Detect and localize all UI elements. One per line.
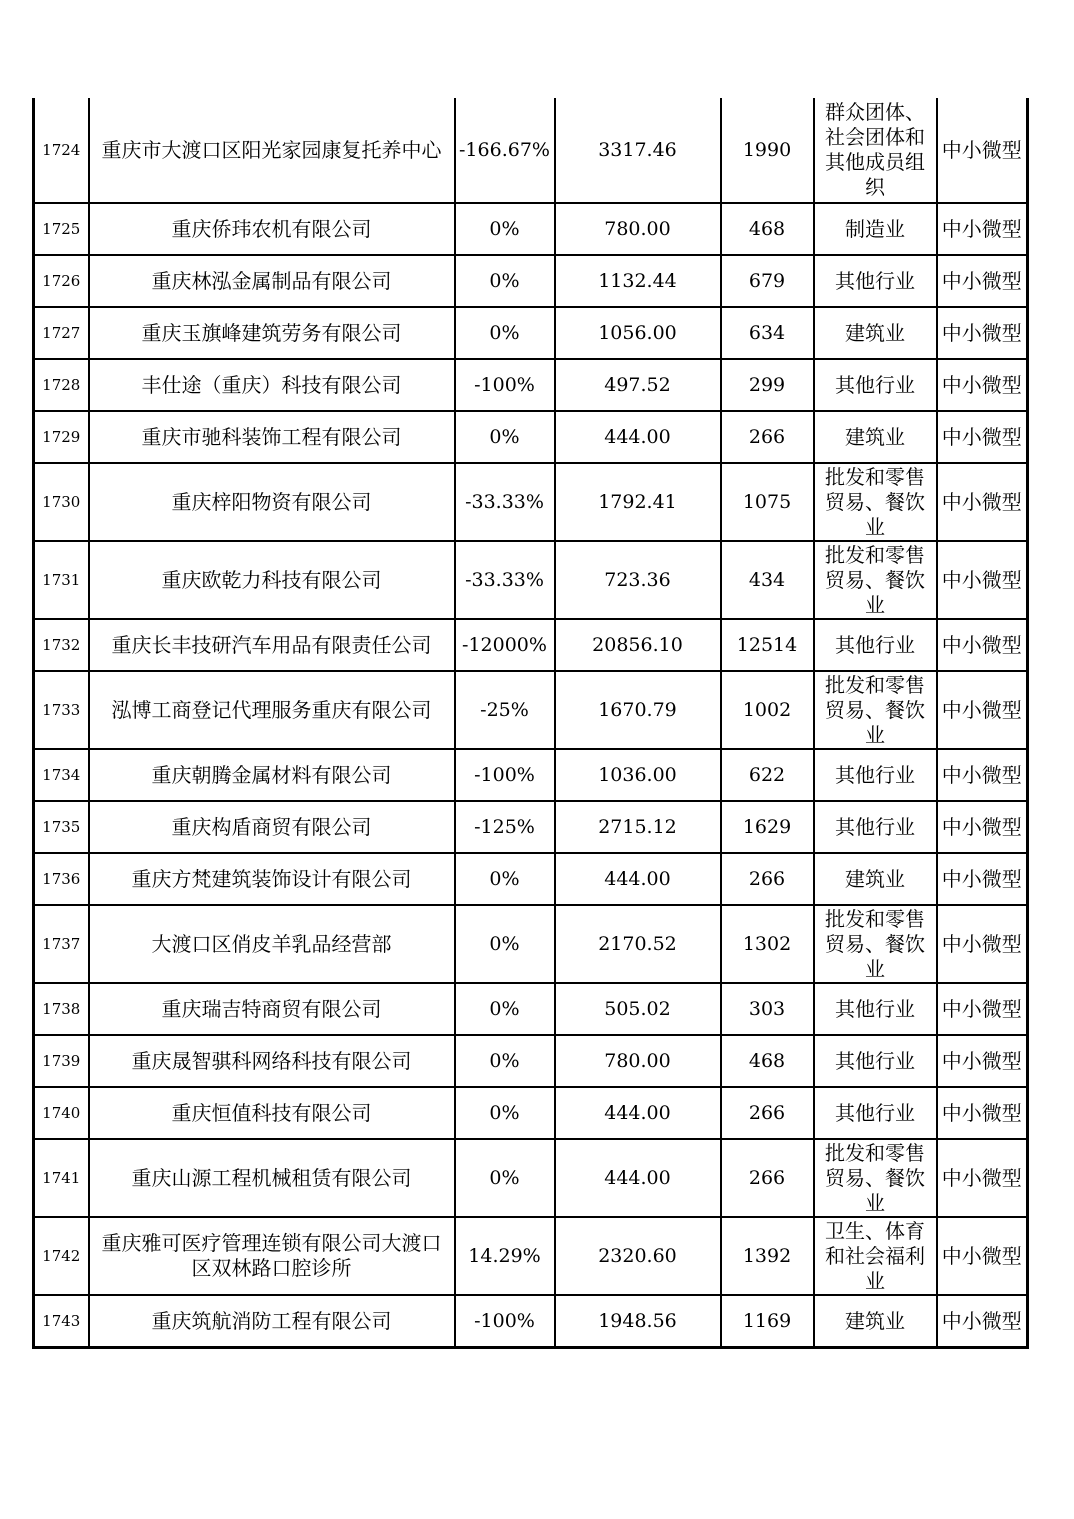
count: 12514 (721, 619, 814, 671)
company-name: 重庆山源工程机械租赁有限公司 (89, 1139, 455, 1217)
industry: 批发和零售贸易、餐饮业 (814, 905, 937, 983)
amount: 1056.00 (555, 307, 721, 359)
industry: 其他行业 (814, 619, 937, 671)
enterprise-size: 中小微型 (937, 905, 1028, 983)
industry: 批发和零售贸易、餐饮业 (814, 463, 937, 541)
count: 266 (721, 1087, 814, 1139)
amount: 723.36 (555, 541, 721, 619)
industry: 群众团体、社会团体和其他成员组织 (814, 98, 937, 203)
company-name: 重庆林泓金属制品有限公司 (89, 255, 455, 307)
amount: 444.00 (555, 1087, 721, 1139)
table-row (34, 1035, 1028, 1087)
count: 1629 (721, 801, 814, 853)
row-number: 1727 (34, 307, 89, 359)
enterprise-size: 中小微型 (937, 619, 1028, 671)
change-rate: 0% (455, 905, 555, 983)
company-name: 重庆方梵建筑装饰设计有限公司 (89, 853, 455, 905)
change-rate: 0% (455, 255, 555, 307)
industry: 建筑业 (814, 411, 937, 463)
industry: 批发和零售贸易、餐饮业 (814, 671, 937, 749)
company-name: 重庆恒值科技有限公司 (89, 1087, 455, 1139)
company-name: 重庆构盾商贸有限公司 (89, 801, 455, 853)
table-row (34, 619, 1028, 671)
change-rate: 0% (455, 307, 555, 359)
data-sheet (32, 98, 1026, 1349)
enterprise-size: 中小微型 (937, 1295, 1028, 1348)
change-rate: -125% (455, 801, 555, 853)
amount: 1948.56 (555, 1295, 721, 1348)
industry: 其他行业 (814, 1035, 937, 1087)
count: 468 (721, 203, 814, 255)
change-rate: -33.33% (455, 463, 555, 541)
change-rate: -100% (455, 359, 555, 411)
industry: 其他行业 (814, 983, 937, 1035)
count: 679 (721, 255, 814, 307)
amount: 444.00 (555, 411, 721, 463)
table-body (34, 98, 1028, 1348)
row-number: 1733 (34, 671, 89, 749)
industry: 卫生、体育和社会福利业 (814, 1217, 937, 1295)
row-number: 1737 (34, 905, 89, 983)
amount: 780.00 (555, 203, 721, 255)
table-row (34, 1139, 1028, 1217)
table-row (34, 671, 1028, 749)
enterprise-size: 中小微型 (937, 203, 1028, 255)
enterprise-size: 中小微型 (937, 801, 1028, 853)
count: 1075 (721, 463, 814, 541)
industry: 建筑业 (814, 853, 937, 905)
industry: 其他行业 (814, 359, 937, 411)
amount: 444.00 (555, 1139, 721, 1217)
row-number: 1729 (34, 411, 89, 463)
enterprise-size: 中小微型 (937, 411, 1028, 463)
amount: 497.52 (555, 359, 721, 411)
enterprise-size: 中小微型 (937, 1087, 1028, 1139)
row-number: 1739 (34, 1035, 89, 1087)
company-name: 重庆梓阳物资有限公司 (89, 463, 455, 541)
industry: 批发和零售贸易、餐饮业 (814, 1139, 937, 1217)
row-number: 1738 (34, 983, 89, 1035)
company-name: 泓博工商登记代理服务重庆有限公司 (89, 671, 455, 749)
company-name: 重庆瑞吉特商贸有限公司 (89, 983, 455, 1035)
industry: 其他行业 (814, 255, 937, 307)
company-name: 重庆市驰科装饰工程有限公司 (89, 411, 455, 463)
row-number: 1726 (34, 255, 89, 307)
enterprise-size: 中小微型 (937, 1035, 1028, 1087)
company-name: 丰仕途（重庆）科技有限公司 (89, 359, 455, 411)
table-row (34, 98, 1028, 203)
company-name: 重庆玉旗峰建筑劳务有限公司 (89, 307, 455, 359)
row-number: 1731 (34, 541, 89, 619)
row-number: 1741 (34, 1139, 89, 1217)
amount: 1132.44 (555, 255, 721, 307)
industry: 批发和零售贸易、餐饮业 (814, 541, 937, 619)
table-row (34, 801, 1028, 853)
table-row (34, 853, 1028, 905)
row-number: 1742 (34, 1217, 89, 1295)
change-rate: -166.67% (455, 98, 555, 203)
industry: 其他行业 (814, 1087, 937, 1139)
count: 1169 (721, 1295, 814, 1348)
industry: 制造业 (814, 203, 937, 255)
table-row (34, 541, 1028, 619)
change-rate: 0% (455, 983, 555, 1035)
amount: 2170.52 (555, 905, 721, 983)
row-number: 1732 (34, 619, 89, 671)
enterprise-size: 中小微型 (937, 255, 1028, 307)
enterprise-size: 中小微型 (937, 853, 1028, 905)
enterprise-size: 中小微型 (937, 463, 1028, 541)
amount: 1036.00 (555, 749, 721, 801)
company-name: 重庆雅可医疗管理连锁有限公司大渡口区双林路口腔诊所 (89, 1217, 455, 1295)
row-number: 1740 (34, 1087, 89, 1139)
enterprise-size: 中小微型 (937, 1217, 1028, 1295)
enterprise-size: 中小微型 (937, 749, 1028, 801)
change-rate: -100% (455, 749, 555, 801)
table-row (34, 1217, 1028, 1295)
enterprise-size: 中小微型 (937, 541, 1028, 619)
table-row (34, 255, 1028, 307)
row-number: 1735 (34, 801, 89, 853)
change-rate: 0% (455, 411, 555, 463)
company-name: 大渡口区俏皮羊乳品经营部 (89, 905, 455, 983)
amount: 1792.41 (555, 463, 721, 541)
company-name: 重庆长丰技研汽车用品有限责任公司 (89, 619, 455, 671)
change-rate: 0% (455, 203, 555, 255)
change-rate: -100% (455, 1295, 555, 1348)
amount: 2320.60 (555, 1217, 721, 1295)
row-number: 1728 (34, 359, 89, 411)
table-row (34, 1087, 1028, 1139)
company-name: 重庆侨玮农机有限公司 (89, 203, 455, 255)
enterprise-table (32, 98, 1029, 1349)
table-row (34, 359, 1028, 411)
enterprise-size: 中小微型 (937, 307, 1028, 359)
amount: 3317.46 (555, 98, 721, 203)
change-rate: 0% (455, 1087, 555, 1139)
industry: 建筑业 (814, 1295, 937, 1348)
table-row (34, 203, 1028, 255)
change-rate: 0% (455, 1035, 555, 1087)
count: 303 (721, 983, 814, 1035)
company-name: 重庆欧乾力科技有限公司 (89, 541, 455, 619)
table-row (34, 1295, 1028, 1348)
enterprise-size: 中小微型 (937, 98, 1028, 203)
count: 266 (721, 853, 814, 905)
industry: 其他行业 (814, 749, 937, 801)
enterprise-size: 中小微型 (937, 359, 1028, 411)
change-rate: 0% (455, 853, 555, 905)
change-rate: -12000% (455, 619, 555, 671)
count: 622 (721, 749, 814, 801)
row-number: 1736 (34, 853, 89, 905)
row-number: 1725 (34, 203, 89, 255)
amount: 20856.10 (555, 619, 721, 671)
enterprise-size: 中小微型 (937, 983, 1028, 1035)
row-number: 1743 (34, 1295, 89, 1348)
industry: 其他行业 (814, 801, 937, 853)
table-row (34, 411, 1028, 463)
count: 1392 (721, 1217, 814, 1295)
count: 266 (721, 1139, 814, 1217)
count: 1990 (721, 98, 814, 203)
count: 434 (721, 541, 814, 619)
enterprise-size: 中小微型 (937, 671, 1028, 749)
count: 1302 (721, 905, 814, 983)
company-name: 重庆晟智骐科网络科技有限公司 (89, 1035, 455, 1087)
amount: 780.00 (555, 1035, 721, 1087)
change-rate: -33.33% (455, 541, 555, 619)
table-row (34, 307, 1028, 359)
company-name: 重庆筑航消防工程有限公司 (89, 1295, 455, 1348)
amount: 2715.12 (555, 801, 721, 853)
enterprise-size: 中小微型 (937, 1139, 1028, 1217)
count: 1002 (721, 671, 814, 749)
change-rate: 0% (455, 1139, 555, 1217)
table-row (34, 905, 1028, 983)
industry: 建筑业 (814, 307, 937, 359)
change-rate: -25% (455, 671, 555, 749)
table-row (34, 749, 1028, 801)
amount: 505.02 (555, 983, 721, 1035)
change-rate: 14.29% (455, 1217, 555, 1295)
count: 634 (721, 307, 814, 359)
row-number: 1734 (34, 749, 89, 801)
table-row (34, 983, 1028, 1035)
amount: 444.00 (555, 853, 721, 905)
count: 299 (721, 359, 814, 411)
amount: 1670.79 (555, 671, 721, 749)
company-name: 重庆朝腾金属材料有限公司 (89, 749, 455, 801)
count: 468 (721, 1035, 814, 1087)
row-number: 1724 (34, 98, 89, 203)
count: 266 (721, 411, 814, 463)
company-name: 重庆市大渡口区阳光家园康复托养中心 (89, 98, 455, 203)
table-row (34, 463, 1028, 541)
row-number: 1730 (34, 463, 89, 541)
